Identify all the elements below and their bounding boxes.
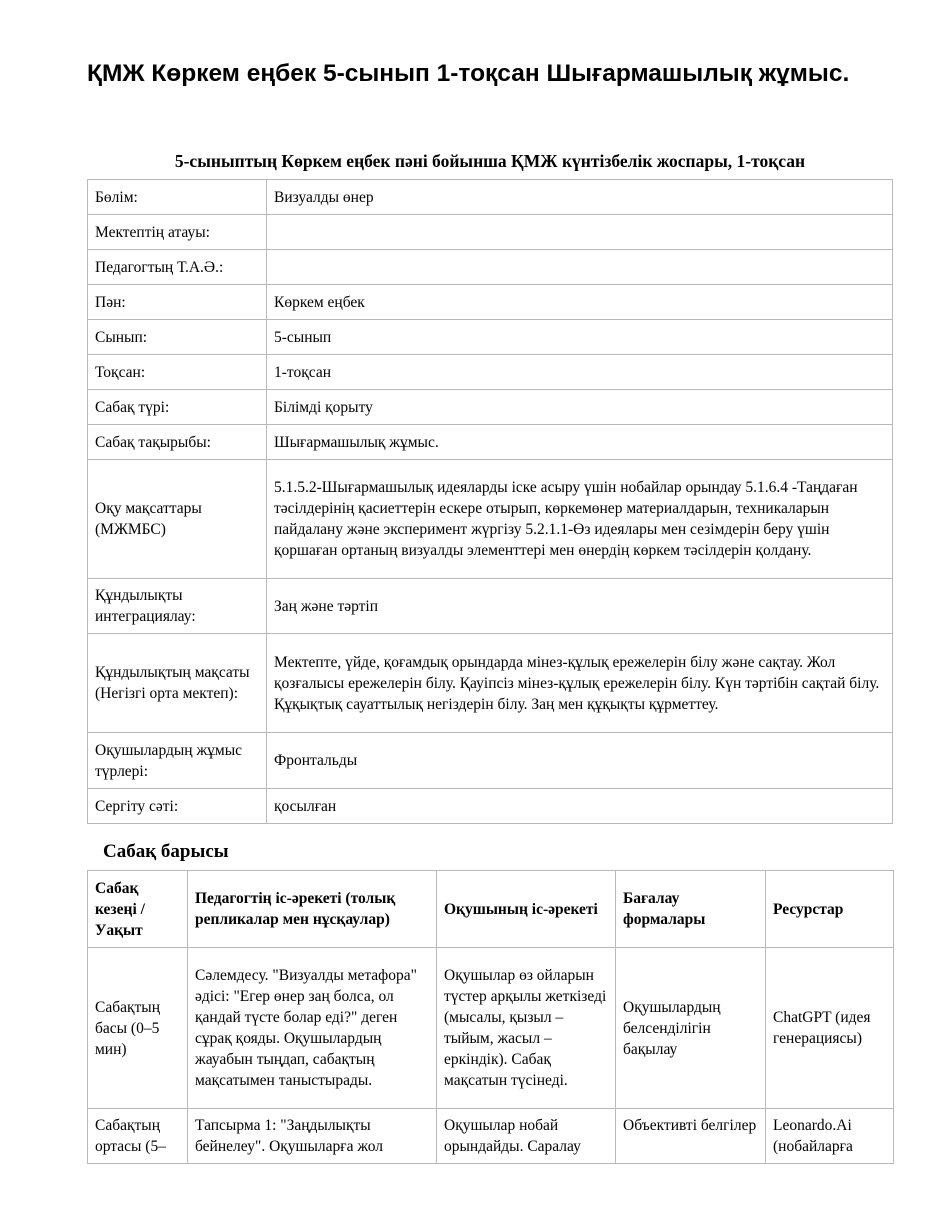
info-row	[88, 180, 893, 215]
info-row	[88, 634, 893, 733]
lesson-column-header: Педагогтің іс-әрекеті (толық репликалар мен нұсқаулар)	[188, 871, 437, 948]
info-label: Пән:	[88, 285, 267, 320]
info-row	[88, 425, 893, 460]
info-row	[88, 355, 893, 390]
info-value: 5-сынып	[267, 320, 893, 355]
info-label: Құндылықты интеграциялау:	[88, 579, 267, 634]
info-label: Оқу мақсаттары (МЖМБС)	[88, 460, 267, 579]
info-row	[88, 733, 893, 789]
info-value: 5.1.5.2-Шығармашылық идеяларды іске асыру үшін нобайлар орындау 5.1.6.4 -Таңдаған тәсілдерінің қасиеттерін ескере отырып, көркемөнер материалдарын, техникаларын пайдалану және эксперимент жүргізу 5.2.1.1-Өз идеялары мен сезімдерін беру үшін қоршаған ортаның визуалды элементтері мен өнердің көркем тәсілдерін қолдану.	[267, 460, 893, 579]
info-value	[267, 215, 893, 250]
lesson-cell: Оқушылардың белсенділігін бақылау	[616, 948, 766, 1109]
info-label: Сабақ түрі:	[88, 390, 267, 425]
lesson-cell-text: Сабақтың ортасы (5–	[95, 1117, 166, 1155]
lesson-row	[88, 1109, 894, 1164]
lesson-column-header: Ресурстар	[766, 871, 894, 948]
info-label: Педагогтың Т.А.Ә.:	[88, 250, 267, 285]
info-label: Сынып:	[88, 320, 267, 355]
lesson-column-header: Бағалау формалары	[616, 871, 766, 948]
info-row	[88, 215, 893, 250]
lesson-cell	[88, 1109, 188, 1164]
lesson-row	[88, 948, 894, 1109]
info-value: Заң және тәртіп	[267, 579, 893, 634]
section-title: Сабақ барысы	[103, 841, 229, 862]
info-value	[267, 250, 893, 285]
info-value: 1-тоқсан	[267, 355, 893, 390]
lesson-cell: Сабақтың басы (0–5 мин)	[88, 948, 188, 1109]
lesson-cell	[188, 1109, 437, 1164]
info-value: Білімді қорыту	[267, 390, 893, 425]
lesson-column-header: Сабақ кезеңі / Уақыт	[88, 871, 188, 948]
lesson-cell: Сәлемдесу. "Визуалды метафора" әдісі: "Егер өнер заң болса, ол қандай түсте болар еді?" деген сұрақ қояды. Оқушылардың жауабын тыңдап, сабақтың мақсатымен таныстырады.	[188, 948, 437, 1109]
info-row	[88, 250, 893, 285]
lesson-cell-text: Тапсырма 1: "Заңдылықты бейнелеу". Оқушыларға жол	[195, 1117, 383, 1155]
info-label: Бөлім:	[88, 180, 267, 215]
info-row	[88, 390, 893, 425]
lesson-info-table	[87, 179, 893, 824]
lesson-cell	[437, 1109, 616, 1164]
lesson-flow-table	[87, 870, 894, 1164]
info-value: қосылған	[267, 789, 893, 824]
info-row	[88, 460, 893, 579]
info-label: Оқушылардың жұмыс түрлері:	[88, 733, 267, 789]
info-label: Сабақ тақырыбы:	[88, 425, 267, 460]
lesson-column-header: Оқушының іс-әрекеті	[437, 871, 616, 948]
info-label: Мектептің атауы:	[88, 215, 267, 250]
lesson-cell-text: Оқушылар нобай орындайды. Саралау	[444, 1117, 581, 1155]
info-value: Фронтальды	[267, 733, 893, 789]
lesson-cell-text: Объективті белгілер	[623, 1117, 757, 1134]
info-label: Сергіту сәті:	[88, 789, 267, 824]
lesson-header-row	[88, 871, 894, 948]
info-value: Көркем еңбек	[267, 285, 893, 320]
info-value: Визуалды өнер	[267, 180, 893, 215]
lesson-cell	[766, 1109, 894, 1164]
lesson-cell	[616, 1109, 766, 1164]
info-value: Мектепте, үйде, қоғамдық орындарда мінез-құлық ережелерін білу және сақтау. Жол қозғалысы ережелерін білу. Қауіпсіз мінез-құлық ережелерін білу. Күн тәртібін сақтай білу. Құқықтық сауаттылық негіздерін білу. Заң мен құқықты құрметтеу.	[267, 634, 893, 733]
info-value: Шығармашылық жұмыс.	[267, 425, 893, 460]
document-title: ҚМЖ Көркем еңбек 5-сынып 1-тоқсан Шығармашылық жұмыс.	[87, 60, 850, 87]
info-row	[88, 285, 893, 320]
table-caption: 5-сыныптың Көркем еңбек пәні бойынша ҚМЖ күнтізбелік жоспары, 1-тоқсан	[174, 151, 806, 171]
lesson-cell: ChatGPT (идея генерациясы)	[766, 948, 894, 1109]
lesson-cell-text: Leonardo.Ai (нобайларға	[773, 1117, 853, 1155]
info-row	[88, 789, 893, 824]
info-row	[88, 579, 893, 634]
info-label: Құндылықтың мақсаты (Негізгі орта мектеп):	[88, 634, 267, 733]
lesson-cell: Оқушылар өз ойларын түстер арқылы жеткізеді (мысалы, қызыл – тыйым, жасыл – еркіндік). Сабақ мақсатын түсінеді.	[437, 948, 616, 1109]
info-label: Тоқсан:	[88, 355, 267, 390]
info-row	[88, 320, 893, 355]
